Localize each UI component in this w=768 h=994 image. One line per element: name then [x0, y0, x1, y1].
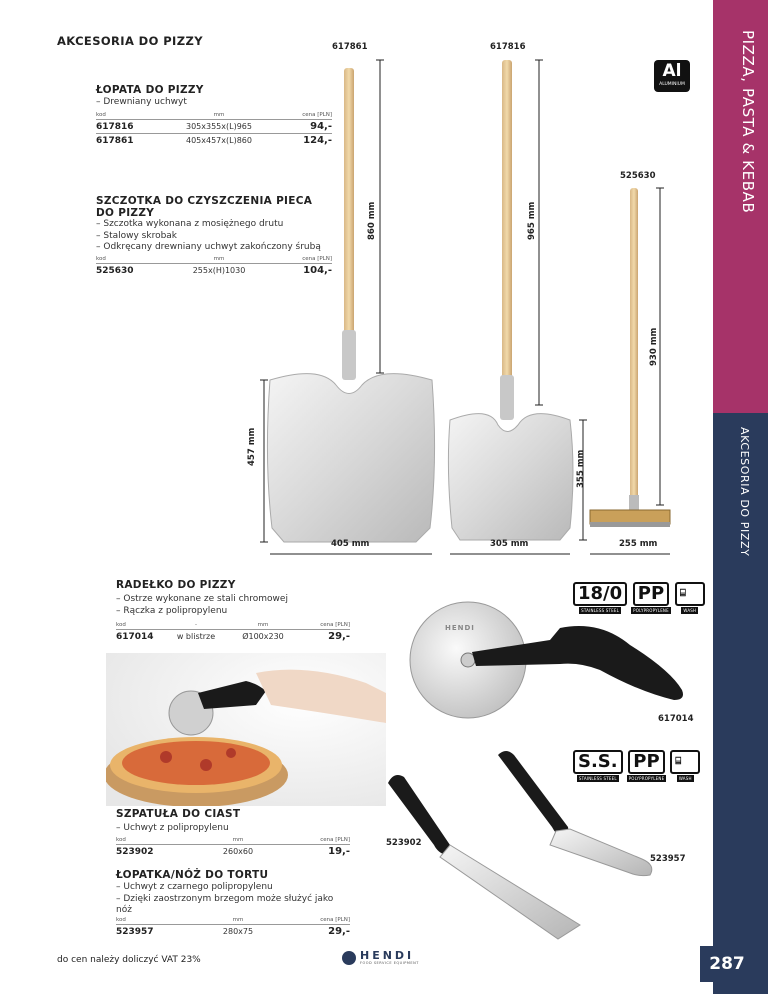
dimension-label: 965 mm [527, 201, 537, 240]
stainless-steel-badge: 18/0 STAINLESS STEEL [573, 582, 627, 614]
table-row: 617861 405x457x(L)860 124,- [96, 135, 332, 146]
product-table-szczotka: kod mm cena [PLN] 525630 255x(H)1030 104,- [96, 256, 332, 276]
polypropylene-badge: PP POLYPROPYLENE [628, 751, 665, 781]
table-row: 617014 w blistrze Ø100x230 29,- [116, 631, 350, 642]
table-row: 523957 280x75 29,- [116, 926, 350, 937]
page-section-title: AKCESORIA DO PIZZY [57, 34, 203, 48]
product-bullets-radelko: – Ostrze wykonane ze stali chromowej – Rączka z polipropylenu [116, 594, 288, 616]
sidebar-category-bar [713, 0, 768, 413]
product-title-lopata: ŁOPATA DO PIZZY [96, 84, 204, 96]
aluminium-badge: Al ALUMINIUM [654, 60, 690, 92]
sidebar-category-label: PIZZA, PASTA & KEBAB [739, 30, 757, 214]
spatulas-image [380, 745, 700, 940]
image-code-label: 617014 [658, 714, 694, 724]
pizza-cutter-image [400, 600, 700, 720]
dishwasher-icon: ⌸ WASH [675, 582, 705, 614]
product-title-szpatula: SZPATUŁA DO CIAST [116, 808, 241, 820]
product-bullets-lopatka: – Uchwyt z czarnego polipropylenu – Dzięki zaostrzonym brzegom może służyć jako nóż [116, 882, 334, 915]
pizza-photo [106, 653, 386, 806]
pizza-peels-figure [240, 40, 700, 565]
dishwasher-icon: ⌸ WASH [670, 750, 700, 782]
page-number: 287 [700, 946, 754, 982]
image-code-label: 617861 [332, 42, 368, 52]
sidebar-subcategory-bar [713, 413, 768, 994]
product-table-lopata: kod mm cena [PLN] 617816 305x355x(L)965 94,- 617861 405x457x(L)860 124,- [96, 112, 332, 146]
brand-engraving: HENDI [445, 624, 475, 632]
dimension-label: 457 mm [247, 427, 257, 466]
product-bullets-szczotka: – Szczotka wykonana z mosiężnego drutu – Stalowy skrobak – Odkręcany drewniany uchwyt zakończony śrubą [96, 219, 321, 252]
polypropylene-badge: PP POLYPROPYLENE [633, 583, 669, 613]
product-table-lopatka: kod mm cena [PLN] 523957 280x75 29,- [116, 917, 350, 937]
dimension-label: 355 mm [576, 449, 586, 488]
hendi-logo: HENDI FOOD SERVICE EQUIPMENT [342, 950, 419, 965]
product-bullet: – Drewniany uchwyt [96, 97, 187, 107]
product-table-szpatula: kod mm cena [PLN] 523902 260x60 19,- [116, 837, 350, 857]
table-row: 617816 305x355x(L)965 94,- [96, 121, 332, 132]
image-code-label: 523902 [386, 838, 422, 848]
table-row: 523902 260x60 19,- [116, 846, 350, 857]
image-code-label: 523957 [650, 854, 686, 864]
dimension-label: 860 mm [367, 201, 377, 240]
product-table-radelko: kod - mm cena [PLN] 617014 w blistrze Ø100x230 29,- [116, 622, 350, 642]
dimension-label: 405 mm [331, 539, 370, 549]
dimension-label: 930 mm [649, 327, 659, 366]
table-row: 525630 255x(H)1030 104,- [96, 265, 332, 276]
product-title-radelko: RADEŁKO DO PIZZY [116, 579, 236, 591]
product-title-lopatka: ŁOPATKA/NÓŻ DO TORTU [116, 869, 269, 881]
dimension-label: 255 mm [619, 539, 658, 549]
image-code-label: 525630 [620, 171, 656, 181]
product-bullet: – Uchwyt z polipropylenu [116, 823, 229, 833]
product-title-szczotka: SZCZOTKA DO CZYSZCZENIA PIECA DO PIZZY [96, 195, 313, 219]
sidebar-subcategory-label: AKCESORIA DO PIZZY [738, 427, 751, 557]
stainless-steel-badge: S.S. STAINLESS STEEL [573, 750, 623, 782]
hendi-logo-icon [342, 951, 356, 965]
dimension-label: 305 mm [490, 539, 529, 549]
image-code-label: 617816 [490, 42, 526, 52]
vat-note: do cen należy doliczyć VAT 23% [57, 955, 201, 965]
